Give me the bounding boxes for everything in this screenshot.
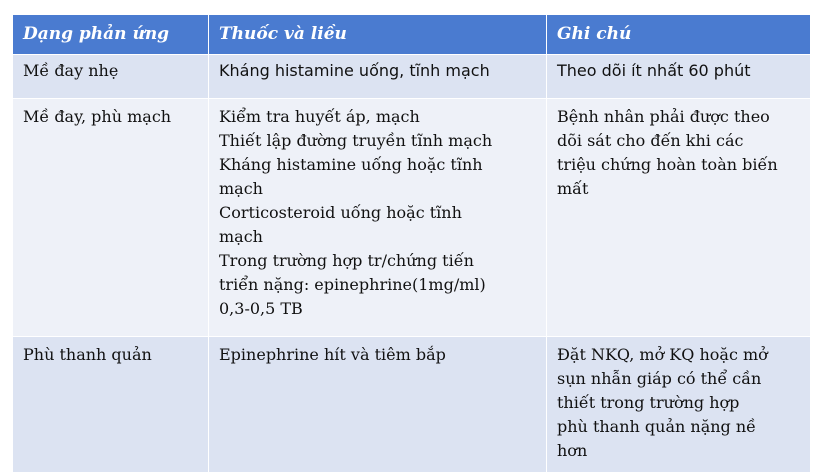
note-line: phù thanh quản nặng nề <box>557 417 757 436</box>
note-cell <box>547 99 811 337</box>
note-line: thiết trong trường hợp <box>557 393 740 412</box>
treatment-line: Kháng histamine uống hoặc tĩnh <box>219 155 483 174</box>
treatment-cell <box>209 55 547 99</box>
table-row <box>13 99 811 337</box>
note-line: dõi sát cho đến khi các <box>557 131 744 150</box>
note-line: Đặt NKQ, mở KQ hoặc mở <box>557 345 768 364</box>
note-cell <box>547 55 811 99</box>
note-line: Bệnh nhân phải được theo <box>557 107 770 126</box>
reaction-cell: Mề đay nhẹ <box>13 55 209 99</box>
header-reaction-type: Dạng phản ứng <box>13 15 209 55</box>
treatment-line: mạch <box>219 227 263 246</box>
note-line: hơn <box>557 441 588 460</box>
treatment-line: Kiểm tra huyết áp, mạch <box>219 107 420 126</box>
treatment-line: Trong trường hợp tr/chứng tiến <box>219 251 474 270</box>
reaction-cell: Phù thanh quản <box>13 337 209 473</box>
treatment-cell <box>209 99 547 337</box>
treatment-line: Thiết lập đường truyền tĩnh mạch <box>219 131 493 150</box>
note-line: sụn nhẫn giáp có thể cần <box>557 369 762 388</box>
treatment-cell <box>209 337 547 473</box>
treatment-line: 0,3-0,5 TB <box>219 299 303 318</box>
table-row <box>13 55 811 99</box>
table-row <box>13 337 811 473</box>
header-notes: Ghi chú <box>547 15 811 55</box>
treatment-line: triển nặng: epinephrine(1mg/ml) <box>219 275 486 294</box>
treatment-line: mạch <box>219 179 263 198</box>
table-header-row <box>13 15 811 55</box>
note-line: mất <box>557 179 589 198</box>
header-drug-dose: Thuốc và liều <box>209 15 547 55</box>
reaction-cell: Mề đay, phù mạch <box>13 99 209 337</box>
treatment-line: Corticosteroid uống hoặc tĩnh <box>219 203 462 222</box>
note-line: triệu chứng hoàn toàn biến <box>557 155 778 174</box>
treatment-line: Epinephrine hít và tiêm bắp <box>219 345 446 364</box>
reaction-table <box>12 14 811 473</box>
note-line: Theo dõi ít nhất 60 phút <box>557 61 751 80</box>
treatment-line: Kháng histamine uống, tĩnh mạch <box>219 61 490 80</box>
note-cell <box>547 337 811 473</box>
